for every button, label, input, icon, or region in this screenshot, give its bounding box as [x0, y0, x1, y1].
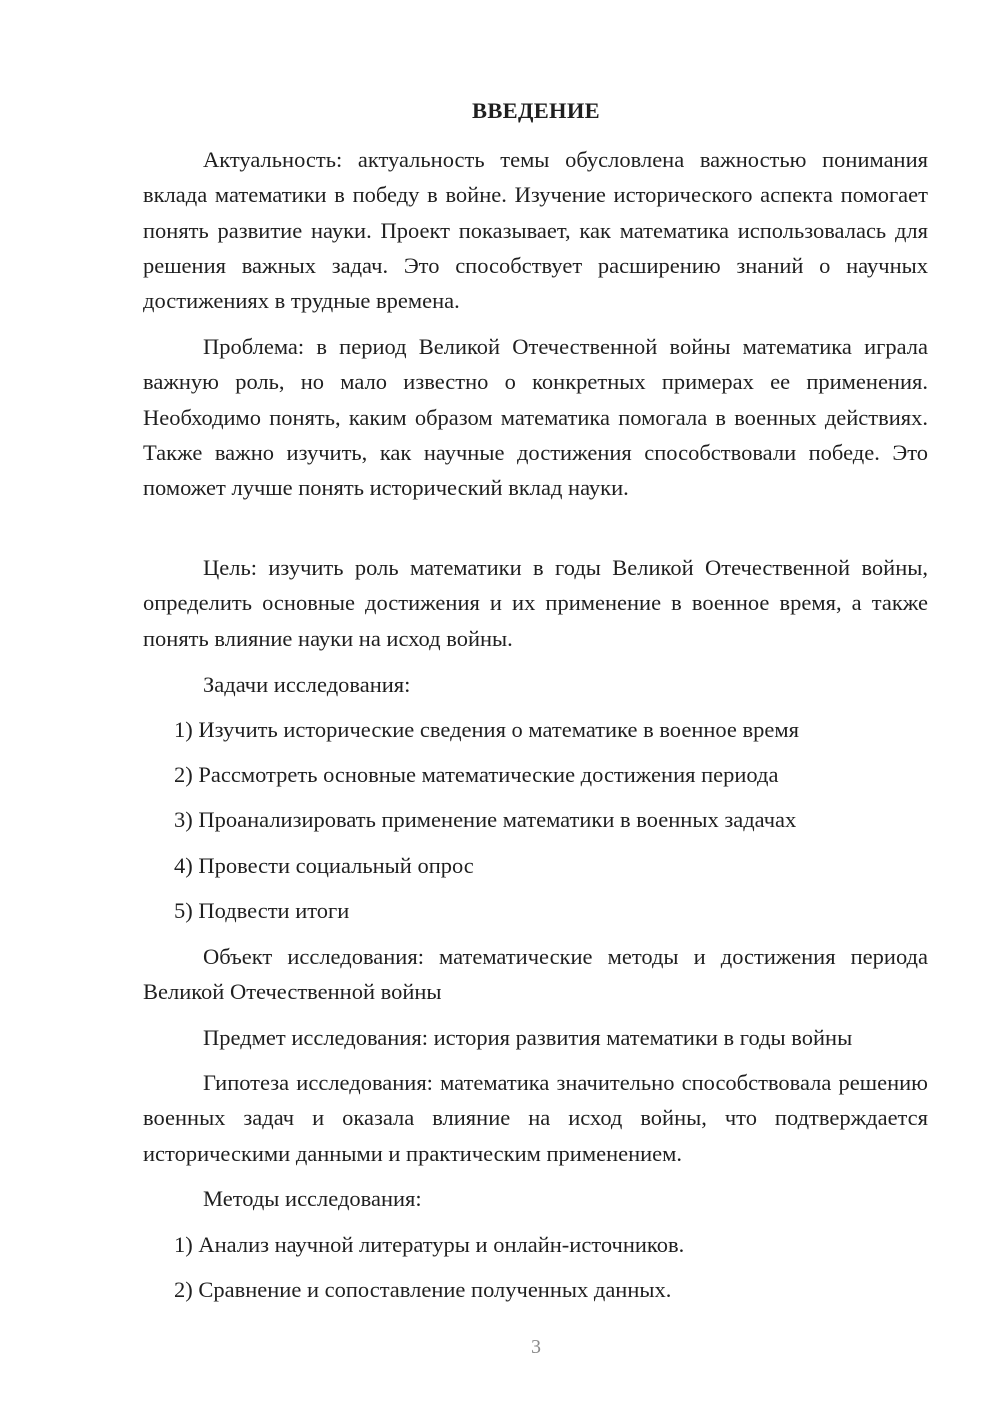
task-item-3: 3) Проанализировать применение математики в военных задачах — [174, 807, 797, 832]
task-item-2: 2) Рассмотреть основные математические достижения периода — [174, 762, 779, 787]
page-title: ВВЕДЕНИЕ — [472, 98, 600, 123]
relevance-paragraph: Актуальность: актуальность темы обусловлена важностью понимания вклада математики в победу в войне. Изучение исторического аспекта помогает понять развитие науки. Проект показывает, как математика использовалась для решения важных задач. Это способствует расширению знаний о научных достижениях в трудные времена. — [143, 147, 928, 314]
task-item-1: 1) Изучить исторические сведения о математике в военное время — [174, 717, 799, 742]
method-item-2: 2) Сравнение и сопоставление полученных данных. — [174, 1277, 672, 1302]
subject-paragraph: Предмет исследования: история развития математики в годы войны — [203, 1025, 853, 1050]
methods-title: Методы исследования: — [203, 1186, 422, 1211]
task-item-4: 4) Провести социальный опрос — [174, 853, 474, 878]
object-paragraph: Объект исследования: математические методы и достижения периода Великой Отечественной войны — [143, 944, 928, 1005]
hypothesis-paragraph: Гипотеза исследования: математика значительно способствовала решению военных задач и оказала влияние на исход войны, что подтверждается историческими данными и практическим применением. — [143, 1070, 928, 1166]
tasks-title: Задачи исследования: — [203, 672, 411, 697]
method-item-1: 1) Анализ научной литературы и онлайн-источников. — [174, 1232, 685, 1257]
page-number: 3 — [531, 1336, 541, 1358]
goal-paragraph: Цель: изучить роль математики в годы Великой Отечественной войны, определить основные достижения и их применение в военное время, а также понять влияние науки на исход войны. — [143, 555, 928, 651]
task-item-5: 5) Подвести итоги — [174, 898, 350, 923]
problem-paragraph: Проблема: в период Великой Отечественной войны математика играла важную роль, но мало известно о конкретных примерах ее применения. Необходимо понять, каким образом математика помогала в военных действиях. Также важно изучить, как научные достижения способствовали победе. Это поможет лучше понять исторический вклад науки. — [143, 334, 928, 501]
